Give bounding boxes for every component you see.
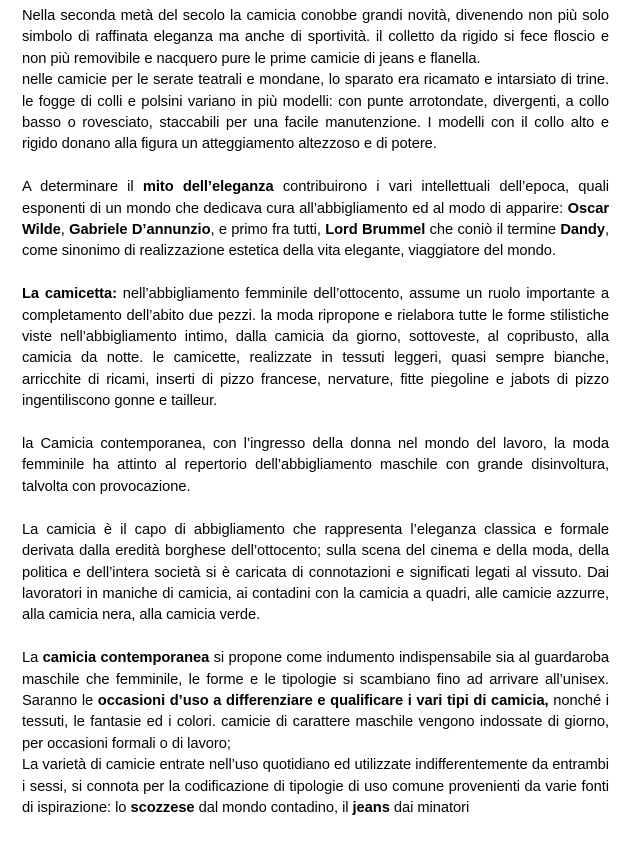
bold-run: Oscar Wilde <box>22 200 609 239</box>
text-run: contribuirono i vari intellettuali dell’epoca, quali esponenti di un mondo che dedicava cura all’abbigliamento ed al modo di apparire: <box>22 179 610 217</box>
bold-run: Gabriele D’annunzio <box>69 222 211 239</box>
text-run: , e primo fra tutti, <box>210 222 326 239</box>
paragraph-gap <box>22 263 609 284</box>
paragraph-contemporary-shirt <box>22 648 609 755</box>
text-run: dai minatori <box>389 799 470 816</box>
paragraph-shirt-novelties <box>22 6 609 156</box>
paragraph-classic-elegance <box>22 520 609 627</box>
bold-run: scozzese <box>130 799 195 816</box>
bold-run: jeans <box>352 799 390 816</box>
bold-run: occasioni d’uso a differenziare e qualificare i vari tipi di camicia, <box>97 692 549 709</box>
paragraph-myth-of-elegance <box>22 177 609 263</box>
text-run: dal mondo contadino, il <box>194 799 353 816</box>
text-run: A determinare il <box>22 179 143 196</box>
bold-run: camicia contemporanea <box>42 650 210 667</box>
text-run: la Camicia contemporanea, con l’ingresso della donna nel mondo del lavoro, la moda femminile ha attinto al repertorio dell’abbigliamento maschile con grande disinvoltura, talvolta con provocazione. <box>22 436 609 495</box>
paragraph-shirt-variety <box>22 755 609 819</box>
bold-run: Dandy <box>560 222 605 239</box>
paragraph-contemporary-shirt-women <box>22 434 609 498</box>
text-run: nell’abbigliamento femminile dell’ottocento, assume un ruolo importante a completamento dell’abito due pezzi. la moda ripropone e rielabora tutte le forme stilistiche viste nell’abbigliamento intimo, dalla camicia da giorno, sottoveste, al copribusto, alla camicia da notte. le camicette, realizzate in tessuti leggeri, quasi sempre bianche, arricchite di ricami, inserti di pizzo francese, nervature, fitte piegoline e jabots di pizzo ingentiliscono gonne e tailleur. <box>22 286 609 410</box>
text-run: Nella seconda metà del secolo la camicia conobbe grandi novità, divenendo non più solo simbolo di raffinata eleganza ma anche di sportività. il colletto da rigido si fece floscio e non più removibile e nacquero pure le prime camicie di jeans e flanella. <box>22 8 609 67</box>
text-run: nonché i tessuti, le fantasie ed i colori. camicie di carattere maschile vengono indossate di giorno, per occasioni formali o di lavoro; <box>22 692 609 752</box>
text-run: che coniò il termine <box>425 222 561 239</box>
text-run: , come sinonimo di realizzazione estetica della vita elegante, viaggiatore del mondo. <box>22 222 609 260</box>
paragraph-gap <box>22 498 609 519</box>
paragraph-gap <box>22 413 609 434</box>
text-run: La camicia è il capo di abbigliamento che rappresenta l’eleganza classica e formale derivata dalla eredità borghese dell’ottocento; sulla scena del cinema e della moda, della politica e dell’intera società si è caricata di connotazioni e significati legati al vissuto. Dai lavoratori in maniche di camicia, ai contadini con la camicia a quadri, alle camicie azzurre, alla camicia nera, alla camicia verde. <box>22 521 609 624</box>
text-run: , <box>60 222 70 239</box>
paragraph-gap <box>22 627 609 648</box>
text-run: si propone come indumento indispensabile sia al guardaroba maschile che femminile, le forme e le tipologie si scambiano fino ad arrivare all’unisex. Saranno le <box>22 650 609 709</box>
paragraph-gap <box>22 156 609 177</box>
text-run: La varietà di camicie entrate nell’uso quotidiano ed utilizzate indifferentemente da entrambi i sessi, si connota per la codificazione di tipologie di uso comune provenienti da varie fonti di ispirazione: lo <box>22 757 609 816</box>
bold-run: Lord Brummel <box>325 222 426 239</box>
bold-run: mito dell’eleganza <box>142 179 274 196</box>
bold-run: La camicetta: <box>22 286 117 303</box>
text-run: La <box>22 650 43 667</box>
text-run: nelle camicie per le serate teatrali e mondane, lo sparato era ricamato e intarsiato di trine. le fogge di colli e polsini variano in più modelli: con punte arrotondate, divergenti, a collo basso o rovesciato, staccabili per una facile manutenzione. I modelli con il collo alto e rigido donano alla figura un atteggiamento altezzoso e di potere. <box>22 72 609 153</box>
paragraph-camicetta <box>22 284 609 412</box>
